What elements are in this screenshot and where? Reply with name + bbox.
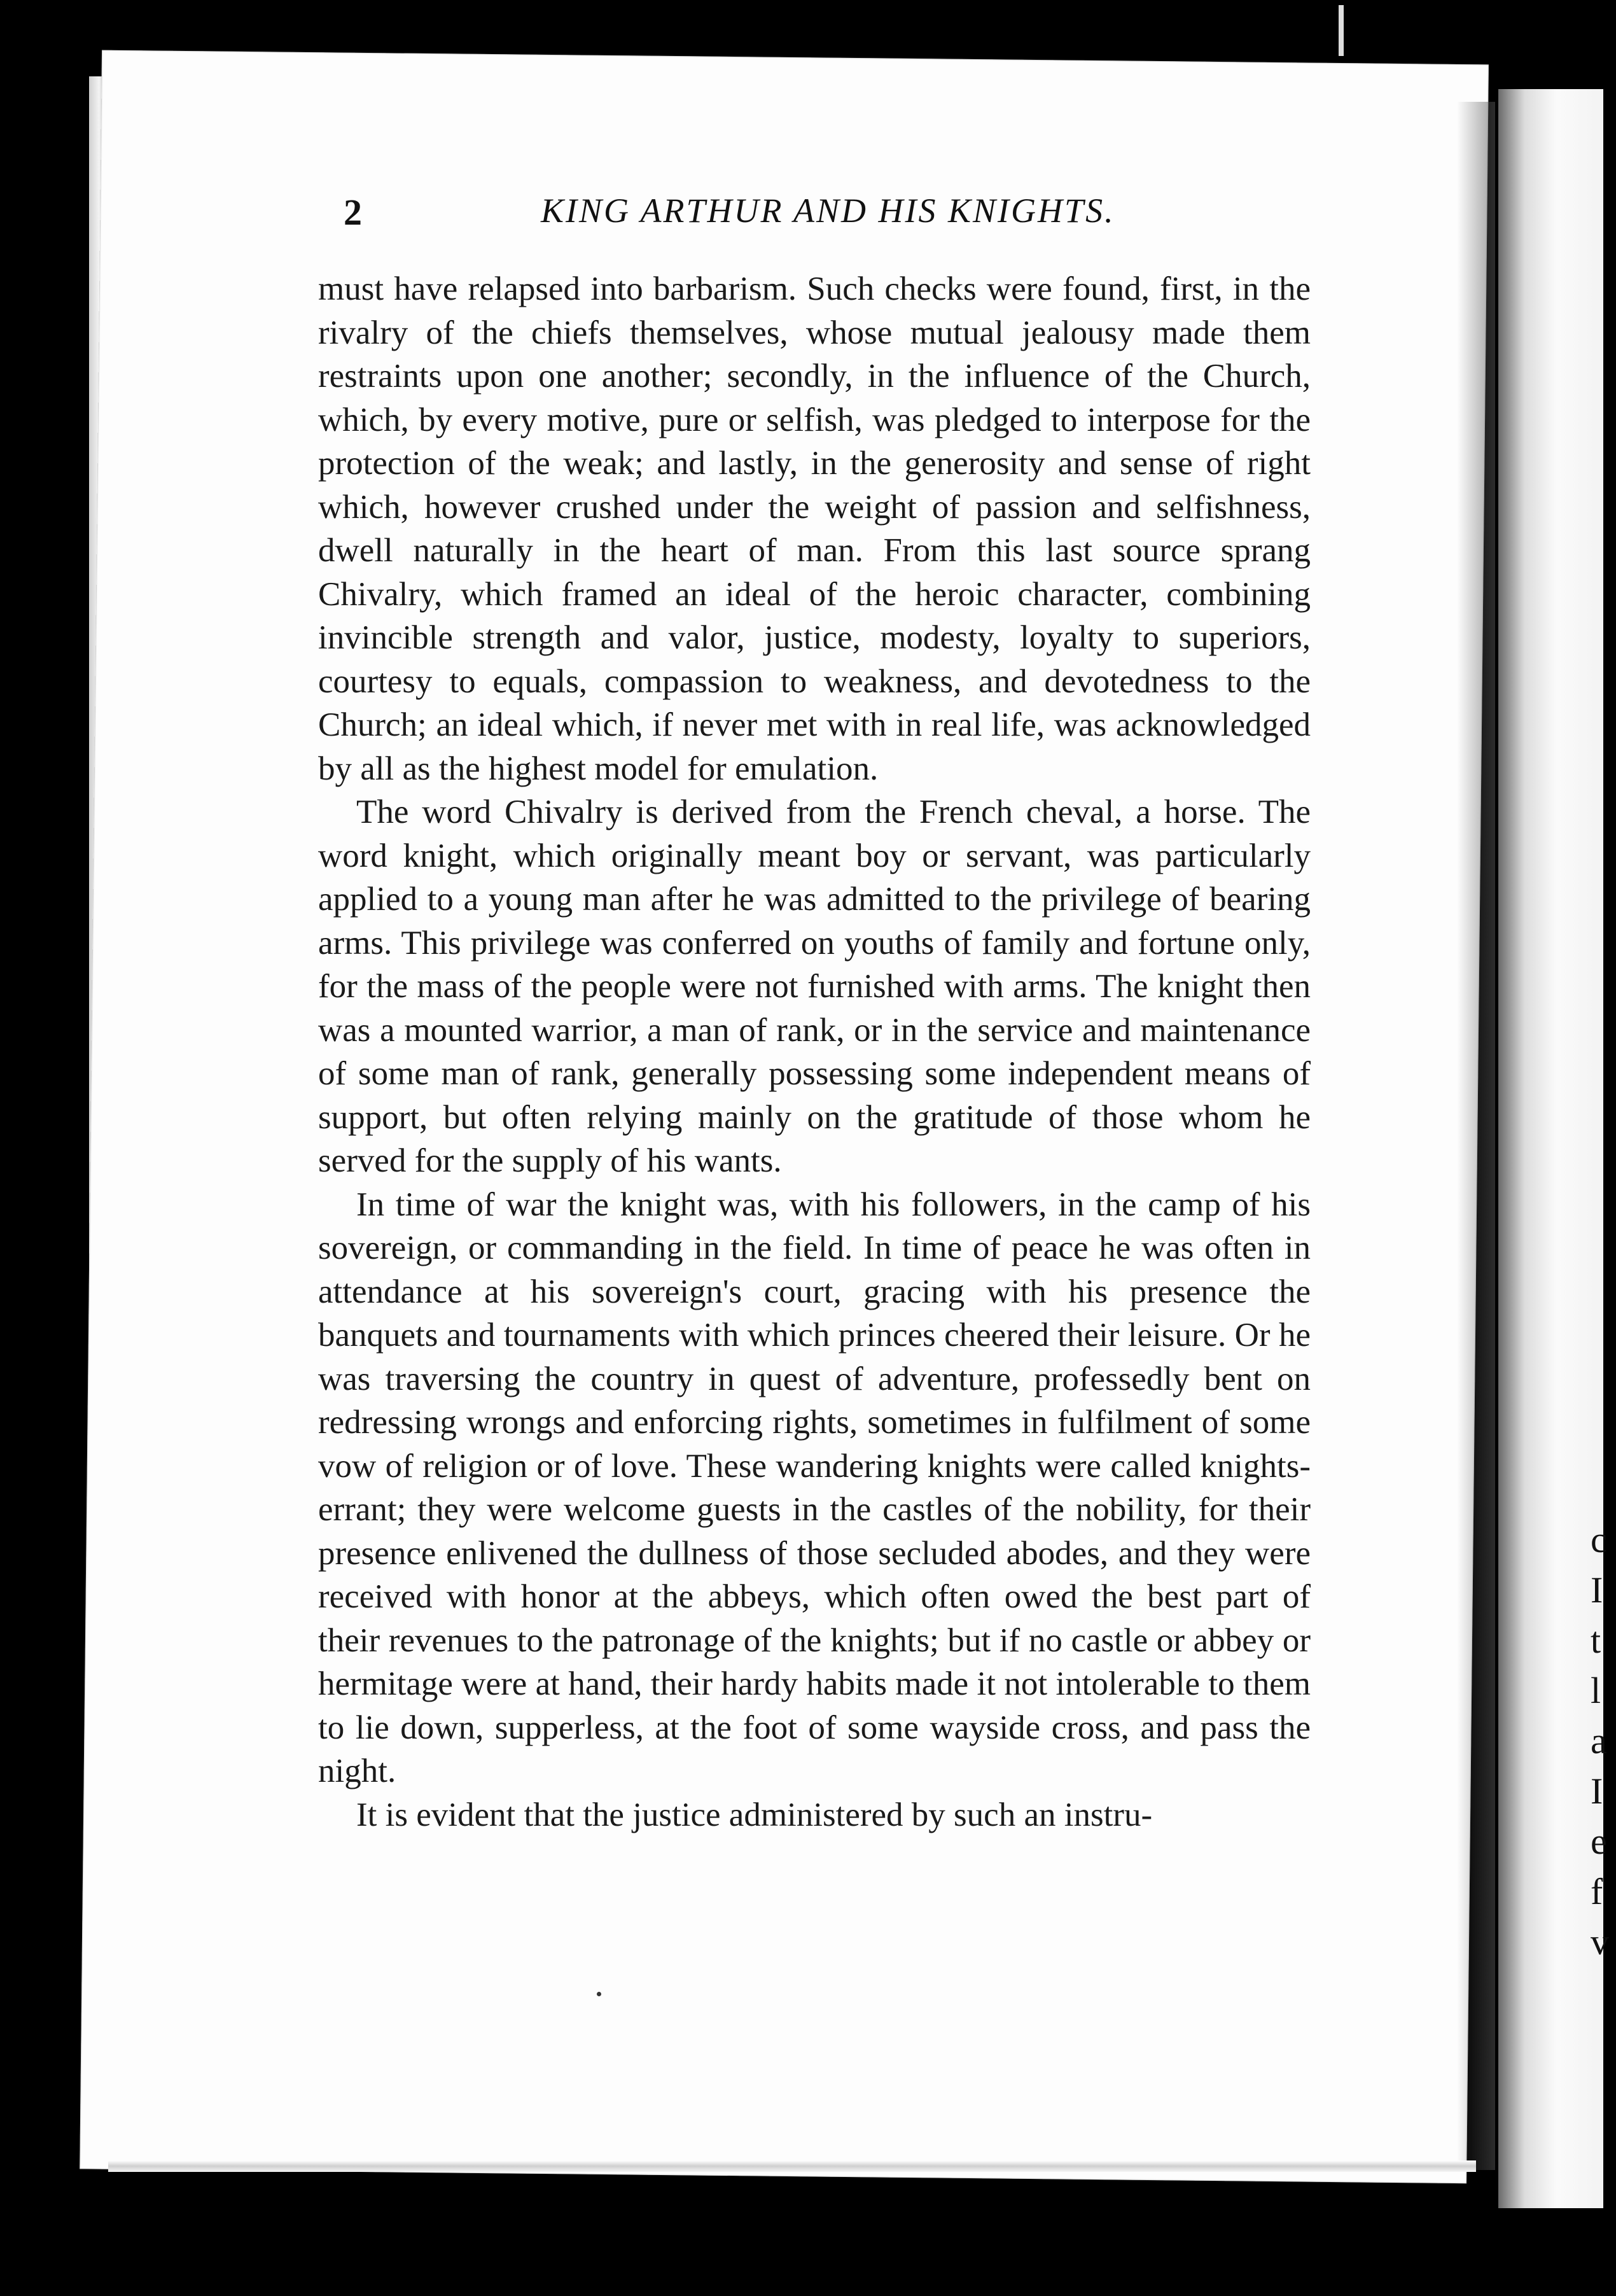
running-title: KING ARTHUR AND HIS KNIGHTS. bbox=[541, 192, 1115, 230]
facing-letter: c bbox=[1591, 1519, 1607, 1560]
page-number: 2 bbox=[344, 192, 362, 233]
facing-page-text bbox=[1591, 1515, 1616, 1967]
scan-mark bbox=[1339, 5, 1344, 56]
ink-speck bbox=[597, 1992, 601, 1996]
paragraph: It is evident that the justice administered by such an instru- bbox=[356, 1796, 1153, 1833]
paragraph: must have relapsed into barbarism. Such checks were found, first, in the rivalry of the chiefs themselves, whose mutual jealousy made them restraints upon one another; secondly, in the influence of the Church, which, by every motive, pure or selfish, was pledged to interpose for the protection of the weak; and lastly, in the generosity and sense of right which, however crushed under the weight of passion and selfishness, dwell naturally in the heart of man. From this last source sprang Chivalry, which framed an ideal of the heroic character, combining invincible strength and valor, justice, modesty, loyalty to superiors, courtesy to equals, compassion to weakness, and devotedness to the Church; an ideal which, if never met with in real life, was acknowledged by all as the highest model for emulation. bbox=[318, 270, 1311, 787]
facing-letter: v bbox=[1591, 1921, 1609, 1963]
facing-letter: I bbox=[1591, 1569, 1603, 1611]
facing-letter: e bbox=[1591, 1821, 1607, 1862]
page-bottom-edge bbox=[108, 2160, 1476, 2172]
paragraph: The word Chivalry is derived from the French cheval, a horse. The word knight, which originally meant boy or servant, was particularly applied to a young man after he was admitted to the privilege of bearing arms. This privilege was conferred on youths of family and fortune only, for the mass of the people were not furnished with arms. The knight then was a mounted warrior, a man of rank, or in the service and maintenance of some man of rank, generally possessing some independent means of support, but often relying mainly on the gratitude of those whom he served for the supply of his wants. bbox=[318, 794, 1311, 1179]
gutter-shadow bbox=[1457, 102, 1495, 2170]
facing-letter: l bbox=[1591, 1670, 1601, 1711]
facing-page bbox=[1498, 89, 1603, 2208]
paragraph: In time of war the knight was, with his followers, in the camp of his sovereign, or commanding in the field. In time of peace he was often in attendance at his sovereign's court, gracing with his presence the banquets and tournaments with which princes cheered their leisure. Or he was traversing the country in quest of adventure, professedly bent on redressing wrongs and enforcing rights, sometimes in fulfilment of some vow of religion or of love. These wandering knights were called knights-errant; they were welcome guests in the castles of the nobility, for their presence enlivened the dullness of those secluded abodes, and they were received with honor at the abbeys, which often owed the best part of their revenues to the patronage of the knights; but if no castle or abbey or hermitage were at hand, their hardy habits made it not intolerable to them to lie down, supperless, at the foot of some wayside cross, and pass the night. bbox=[318, 1186, 1311, 1789]
facing-letter: f bbox=[1591, 1871, 1603, 1912]
body-text bbox=[318, 267, 1311, 1837]
page-header bbox=[344, 191, 1387, 248]
facing-letter: a bbox=[1591, 1720, 1607, 1761]
facing-letter: t bbox=[1591, 1620, 1601, 1661]
facing-letter: I bbox=[1591, 1770, 1603, 1812]
